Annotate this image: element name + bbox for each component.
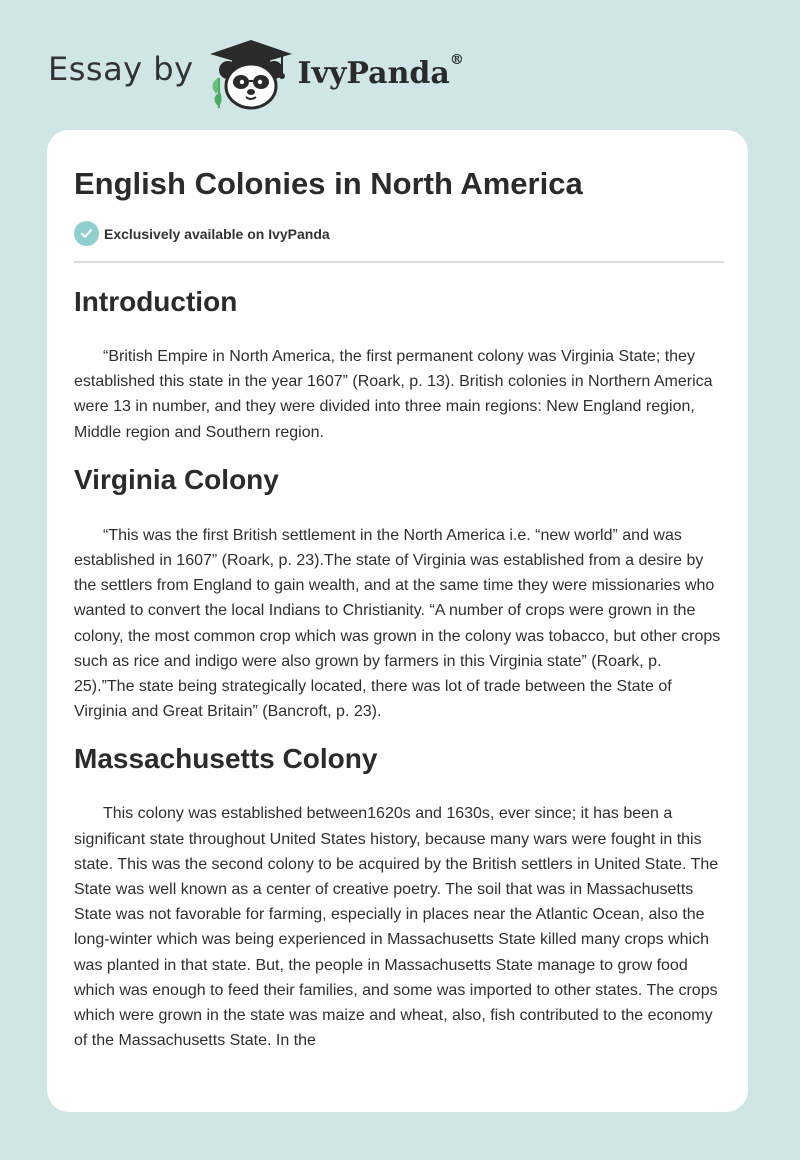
section-introduction <box>74 280 724 445</box>
section-paragraph: This colony was established between1620s and 1630s, ever since; it has been a significant state throughout United States history, because many wars were fought in this state. This was the second colony to be acquired by the British settlers in United State. The State was well known as a center of creative poetry. The soil that was in Massachusetts State was not favorable for farming, especially in places near the Atlantic Ocean, also the long-winter which was being experienced in Massachusetts State killed many crops which was planted in that state. But, the people in Massachusetts State manage to grow food which was enough to feed their families, and some was imported to other states. The crops which were grown in the state was maize and wheat, also, fish contributed to the economy of the Massachusetts State. In the <box>74 805 719 1050</box>
section-heading: Massachusetts Colony <box>74 743 378 775</box>
panda-logo-icon[interactable] <box>208 34 294 110</box>
section-heading: Introduction <box>74 286 238 317</box>
check-icon <box>74 221 99 246</box>
section-paragraph: “British Empire in North America, the first permanent colony was Virginia State; they established this state in the year 1607” (Roark, p. 13). British colonies in Northern America were 13 in number, and they were divided into three main regions: New England region, Middle region and Southern region. <box>74 348 713 441</box>
section-massachusetts-colony <box>74 737 724 1053</box>
brand-name[interactable]: IvyPanda® <box>297 51 464 91</box>
article-body <box>74 280 724 1053</box>
section-virginia-colony <box>74 458 724 725</box>
section-paragraph: “This was the first British settlement in the North America i.e. “new world” and was established in 1607” (Roark, p. 23).The state of Virginia was established from a desire by the settlers from England to gain wealth, and at the same time they were missionaries who wanted to convert the local Indians to Christianity. “A number of crops were grown in the colony, the most common crop which was grown in the colony was tobacco, but other crops such as rice and indigo were also grown by farmers in this Virginia state” (Roark, p. 25).”The state being strategically located, there was lot of trade between the State of Virginia and Great Britain” (Bancroft, p. 23). <box>74 526 721 721</box>
exclusive-badge <box>74 221 330 246</box>
essay-by-label: Essay by <box>48 50 194 88</box>
site-header <box>48 34 464 110</box>
title-divider <box>74 261 724 263</box>
section-heading: Virginia Colony <box>74 463 279 495</box>
exclusive-label: Exclusively available on IvyPanda <box>104 225 330 242</box>
article-card <box>47 130 748 1112</box>
registered-mark: ® <box>449 51 464 68</box>
page-title: English Colonies in North America <box>74 166 583 201</box>
